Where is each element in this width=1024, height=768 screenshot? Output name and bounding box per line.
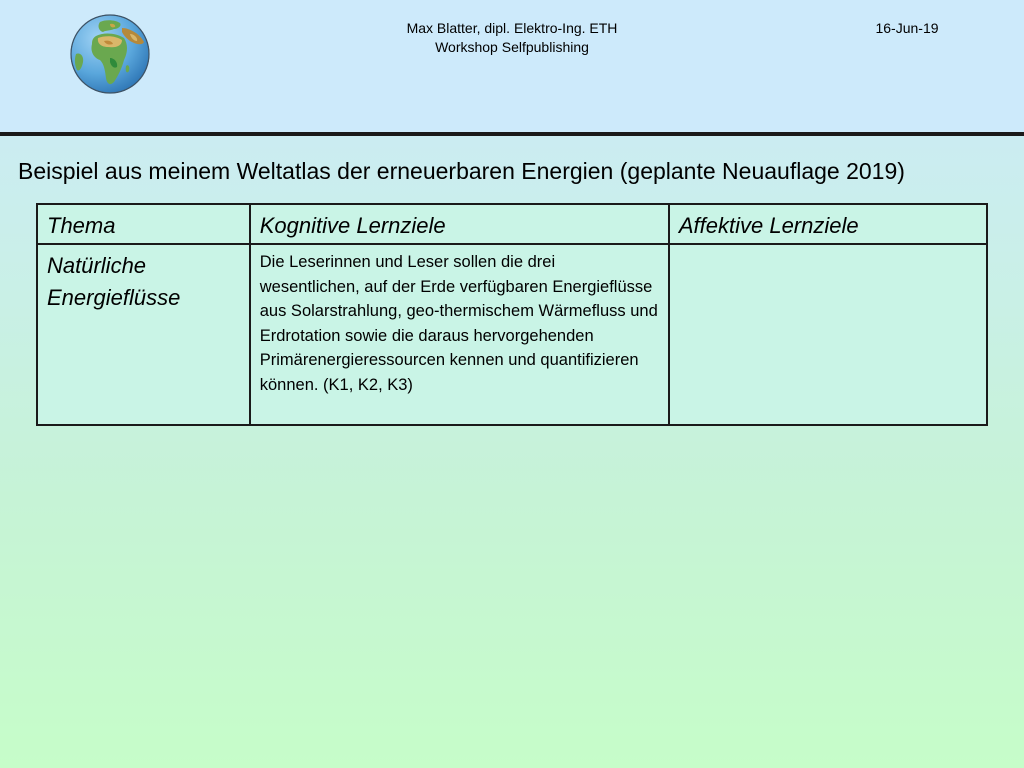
column-header-affective: Affektive Lernziele [669, 204, 987, 244]
affective-goals-cell [669, 244, 987, 425]
globe-icon [70, 14, 150, 94]
slide-date: 16-Jun-19 [875, 20, 939, 36]
header-divider [0, 132, 1024, 136]
table-row [37, 244, 987, 425]
cognitive-goals-cell: Die Leserinnen und Leser sollen die drei wesentlichen, auf der Erde verfügbaren Energieflüsse aus Solarstrahlung, geo-thermischem Wärmefluss und Erdrotation sowie die daraus hervorgehenden Primärenergieressourcen kennen und quantifizieren können. (K1, K2, K3) [250, 244, 669, 425]
slide-header [0, 0, 1024, 133]
column-header-topic: Thema [37, 204, 250, 244]
table-header-row [37, 204, 987, 244]
author-name: Max Blatter, dipl. Elektro-Ing. ETH [406, 20, 618, 36]
topic-cell: Natürliche Energieflüsse [37, 244, 250, 425]
slide-title: Beispiel aus meinem Weltatlas der erneuerbaren Energien (geplante Neuauflage 2019) [18, 158, 905, 184]
event-name: Workshop Selfpublishing [435, 39, 589, 55]
learning-goals-table [36, 203, 988, 426]
author-block [322, 19, 702, 57]
column-header-cognitive: Kognitive Lernziele [250, 204, 669, 244]
